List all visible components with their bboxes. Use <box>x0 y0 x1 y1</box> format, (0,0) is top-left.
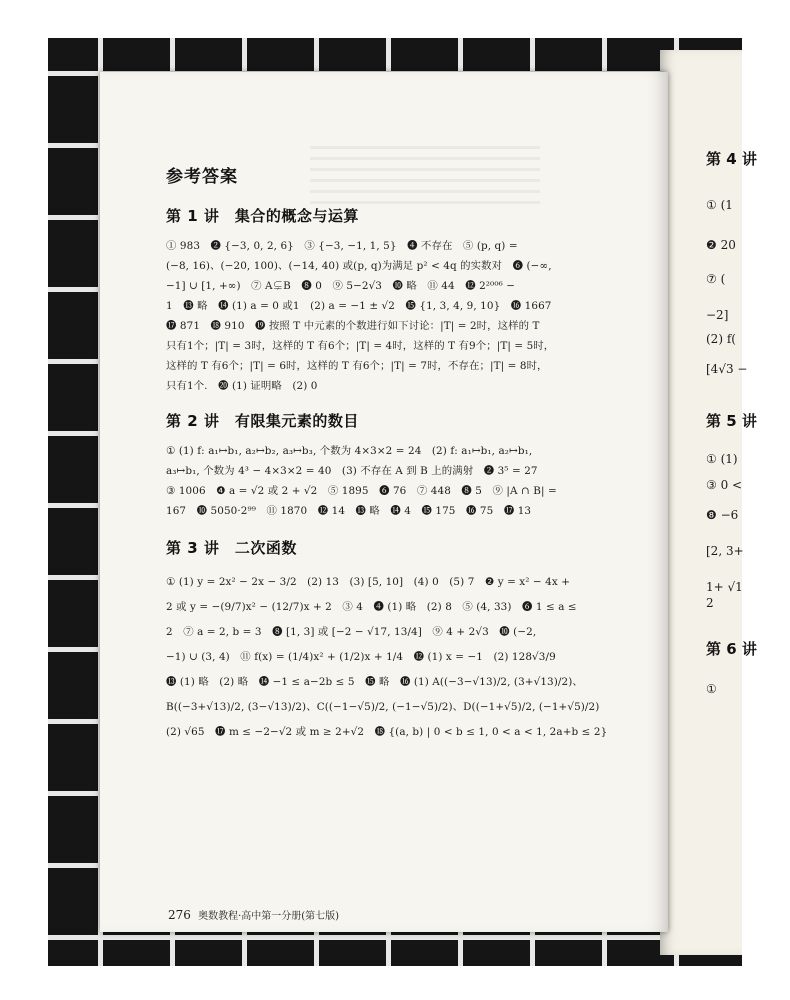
book-title: 奥数教程·高中第一分册(第七版) <box>198 911 340 922</box>
answer-line: B((−3+√13)/2, (3−√13)/2)、C((−1−√5)/2, (−1−√5)/2)、D((−1+√5)/2, (−1+√5)/2) <box>166 701 600 713</box>
page-title: 参考答案 <box>166 167 238 187</box>
page-footer <box>168 907 339 922</box>
fragment-line: −2] <box>706 308 729 322</box>
fragment-line: 2 <box>706 596 714 610</box>
fragment-line: [4√3 − <box>706 362 748 376</box>
adjacent-book-page <box>660 50 757 955</box>
section-3-answers <box>166 570 656 745</box>
answer-line: (−8, 16)、(−20, 100)、(−14, 40) 或(p, q)为满足 p² < 4q 的实数对 ❻ (−∞, <box>166 260 552 272</box>
answer-line: 2 ⑦ a = 2, b = 3 ❽ [1, 3] 或 [−2 − √17, 13/4] ⑨ 4 + 2√3 ❿ (−2, <box>166 626 537 638</box>
answer-line: a₃↦b₁, 个数为 4³ − 4×3×2 = 40 (3) 不存在 A 到 B 上的满射 ❷ 3⁵ = 27 <box>166 465 538 477</box>
fragment-line: ① (1) <box>706 452 738 466</box>
answer-line: 1 ⓭ 略 ⓮ (1) a = 0 或1 (2) a = −1 ± √2 ⓯ {1, 3, 4, 9, 10} ⓰ 1667 <box>166 300 552 312</box>
section-heading-2: 第 2 讲 有限集元素的数目 <box>166 412 359 430</box>
answer-line: 2 或 y = −(9/7)x² − (12/7)x + 2 ③ 4 ❹ (1) 略 (2) 8 ⑤ (4, 33) ❻ 1 ≤ a ≤ <box>166 601 577 613</box>
answer-line: ① (1) y = 2x² − 2x − 3/2 (2) 13 (3) [5, 10] (4) 0 (5) 7 ❷ y = x² − 4x + <box>166 576 571 588</box>
answer-line: 这样的 T 有6个；|T| = 6时，这样的 T 有6个；|T| = 7时，不存在；|T| = 8时， <box>166 360 548 372</box>
fragment-heading-5: 第 5 讲 <box>706 412 757 430</box>
fragment-line: ❽ −6 <box>706 508 739 522</box>
fragment-heading-6: 第 6 讲 <box>706 640 757 658</box>
fragment-line: ❷ 20 <box>706 238 736 252</box>
answer-line: (2) √65 ⓱ m ≤ −2−√2 或 m ≥ 2+√2 ⓲ {(a, b) | 0 < b ≤ 1, 0 < a < 1, 2a+b ≤ 2} <box>166 726 608 738</box>
section-2-answers <box>166 441 656 521</box>
answer-line: −1) ∪ (3, 4) ⑪ f(x) = (1/4)x² + (1/2)x + 1/4 ⓬ (1) x = −1 (2) 128√3/9 <box>166 651 556 663</box>
answer-line: ⓭ (1) 略 (2) 略 ⓮ −1 ≤ a−2b ≤ 5 ⓯ 略 ⓰ (1) A((−3−√13)/2, (3+√13)/2)、 <box>166 676 583 688</box>
answer-line: 只有1个；|T| = 3时，这样的 T 有6个；|T| = 4时，这样的 T 有9个；|T| = 5时， <box>166 340 555 352</box>
answer-line: ① (1) f: a₁↦b₁, a₂↦b₂, a₃↦b₃, 个数为 4×3×2 = 24 (2) f: a₁↦b₁, a₂↦b₁, <box>166 445 533 457</box>
section-heading-1: 第 1 讲 集合的概念与运算 <box>166 207 359 225</box>
answer-line: ① 983 ❷ {−3, 0, 2, 6} ③ {−3, −1, 1, 5} ❹ 不存在 ⑤ (p, q) = <box>166 240 518 252</box>
answer-line: ⓱ 871 ⓲ 910 ⓳ 按照 T 中元素的个数进行如下讨论：|T| = 2时，这样的 T <box>166 320 540 332</box>
fragment-line: ③ 0 < <box>706 478 743 492</box>
fragment-line: 1+ √1 <box>706 580 743 594</box>
section-heading-3: 第 3 讲 二次函数 <box>166 539 297 557</box>
section-1-answers <box>166 236 656 396</box>
fragment-line: (2) f( <box>706 332 736 346</box>
page-number: 276 <box>168 908 191 922</box>
fragment-line: [2, 3+ <box>706 544 744 558</box>
book-page <box>100 72 668 932</box>
answer-line: −1] ∪ [1, +∞) ⑦ A⊊B ❽ 0 ⑨ 5−2√3 ❿ 略 ⑪ 44 ⓬ 2²⁰⁰⁶ − <box>166 280 516 292</box>
fragment-line: ① <box>706 682 717 696</box>
answer-line: 167 ❿ 5050·2⁹⁹ ⑪ 1870 ⓬ 14 ⓭ 略 ⓮ 4 ⓯ 175 ⓰ 75 ⓱ 13 <box>166 505 532 517</box>
answer-line: ③ 1006 ❹ a = √2 或 2 + √2 ⑤ 1895 ❻ 76 ⑦ 448 ❽ 5 ⑨ |A ∩ B| = <box>166 485 557 497</box>
fragment-line: ① (1 <box>706 198 733 212</box>
answer-line: 只有1个. ⓴ (1) 证明略 (2) 0 <box>166 380 318 392</box>
answer-content <box>166 162 656 745</box>
fragment-heading-4: 第 4 讲 <box>706 150 757 168</box>
fragment-line: ⑦ ( <box>706 272 726 286</box>
